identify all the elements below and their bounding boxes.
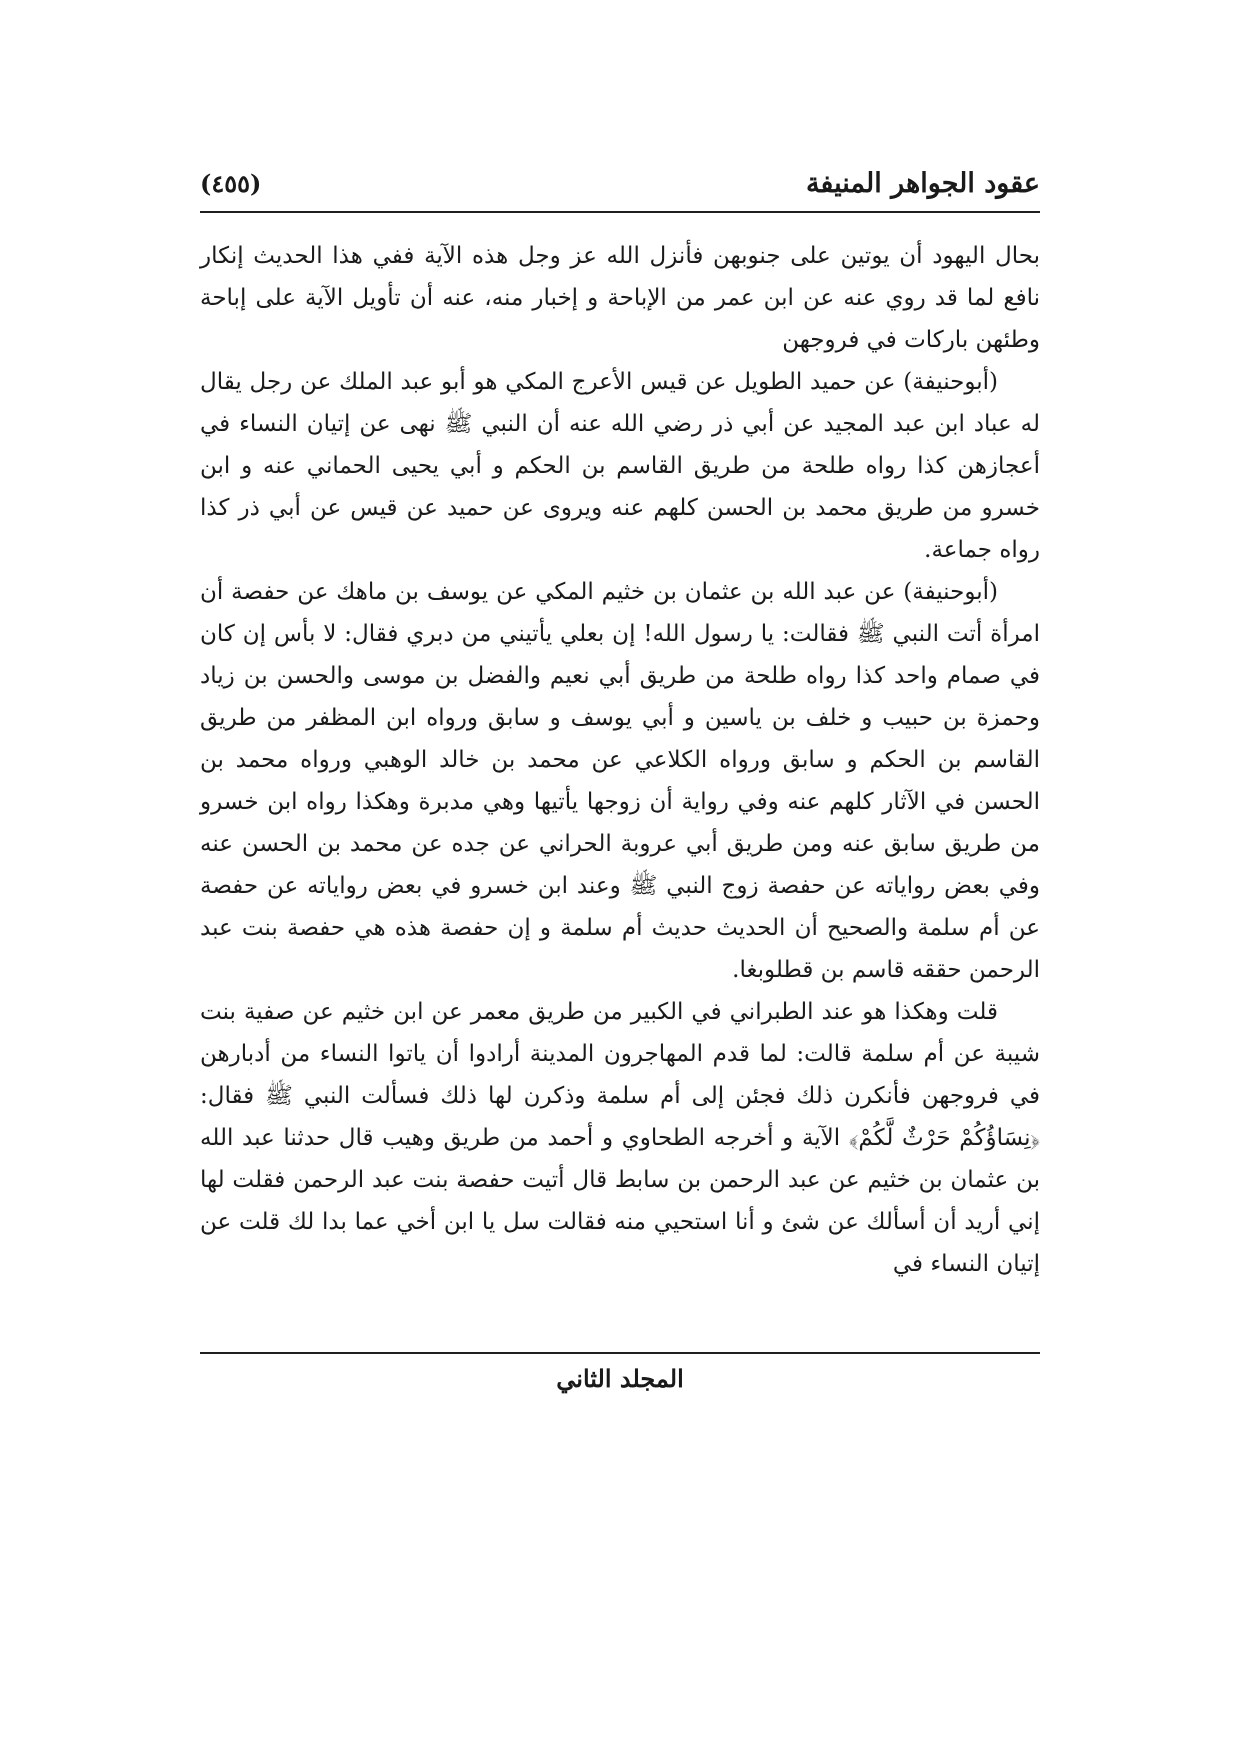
body-text xyxy=(200,235,1040,1285)
paragraph: بحال اليهود أن يوتين على جنوبهن فأنزل الله عز وجل هذه الآية ففي هذا الحديث إنكار نافع لما قد روي عنه عن ابن عمر من الإباحة و إخبار منه، عنه أن تأويل الآية على إباحة وطئهن باركات في فروجهن xyxy=(200,243,1040,353)
page-number: (٤٥٥) xyxy=(200,169,262,198)
book-title: عقود الجواهر المنيفة xyxy=(805,168,1040,199)
volume-label: المجلد الثاني xyxy=(556,1364,684,1393)
paragraph: قلت وهكذا هو عند الطبراني في الكبير من طريق معمر عن ابن خثيم عن صفية بنت شيبة عن أم سلمة قالت: لما قدم المهاجرون المدينة أرادوا أن ياتوا النساء من أدبارهن في فروجهن فأنكرن ذلك فجئن إلى أم سلمة وذكرن لها ذلك فسألت النبي ﷺ فقال: ﴿نِسَاؤُكُمْ حَرْثٌ لَّكُمْ﴾ الآية و أخرجه الطحاوي و أحمد من طريق وهيب قال حدثنا عبد الله بن عثمان بن خثيم عن عبد الرحمن بن سابط قال أتيت حفصة بنت عبد الرحمن فقلت لها إني أريد أن أسألك عن شئ و أنا استحيي منه فقالت سل يا ابن أخي عما بدا لك قلت عن إتيان النساء في xyxy=(200,999,1040,1277)
page-header xyxy=(200,168,1040,213)
paragraph: (أبوحنيفة) عن حميد الطويل عن قيس الأعرج المكي هو أبو عبد الملك عن رجل يقال له عباد ابن عبد المجيد عن أبي ذر رضي الله عنه أن النبي ﷺ نهى عن إتيان النساء في أعجازهن كذا رواه طلحة من طريق القاسم بن الحكم و أبي يحيى الحماني عنه و ابن خسرو من طريق محمد بن الحسن كلهم عنه ويروى عن حميد عن قيس عن أبي ذر كذا رواه جماعة. xyxy=(200,369,1040,563)
page-footer xyxy=(200,1352,1040,1393)
paragraph: (أبوحنيفة) عن عبد الله بن عثمان بن خثيم المكي عن يوسف بن ماهك عن حفصة أن امرأة أتت النبي ﷺ فقالت: يا رسول الله! إن بعلي يأتيني من دبري فقال: لا بأس إن كان في صمام واحد كذا رواه طلحة من طريق أبي نعيم والفضل بن موسى والحسن بن زياد وحمزة بن حبيب و خلف بن ياسين و أبي يوسف و سابق ورواه ابن المظفر من طريق القاسم بن الحكم و سابق ورواه الكلاعي عن محمد بن خالد الوهبي ورواه محمد بن الحسن في الآثار كلهم عنه وفي رواية أن زوجها يأتيها وهي مدبرة وهكذا رواه ابن خسرو من طريق سابق عنه ومن طريق أبي عروبة الحراني عن جده عن محمد بن الحسن عنه وفي بعض رواياته عن حفصة زوج النبي ﷺ وعند ابن خسرو في بعض رواياته عن حفصة عن أم سلمة والصحيح أن الحديث حديث أم سلمة و إن حفصة هذه هي حفصة بنت عبد الرحمن حققه قاسم بن قطلوبغا. xyxy=(200,579,1040,983)
